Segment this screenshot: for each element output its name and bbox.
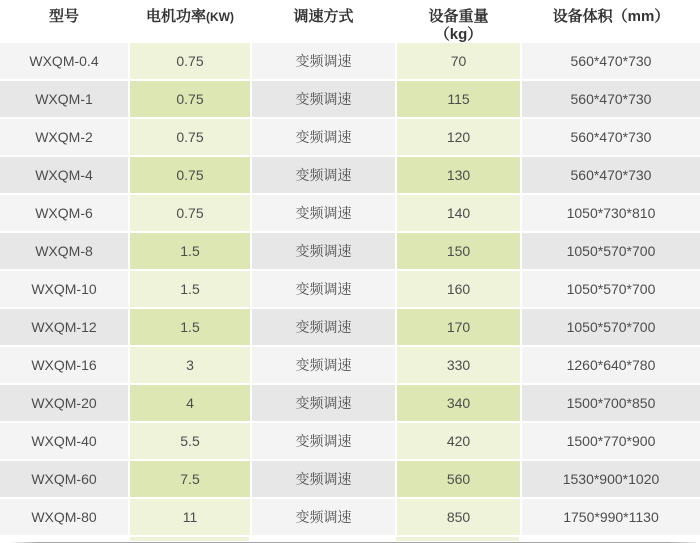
cell-speed: 变频调速 (252, 43, 395, 79)
cell-speed: 变频调速 (252, 233, 395, 269)
column-header-weight (397, 0, 520, 43)
cell-power: 11 (130, 499, 250, 535)
cell-weight: 115 (397, 81, 520, 117)
cell-model: WXQM-1 (0, 81, 128, 117)
cell-speed: 变频调速 (252, 195, 395, 231)
column-header-model (0, 0, 128, 43)
cell-weight: 330 (397, 347, 520, 383)
cell-speed: 变频调速 (252, 347, 395, 383)
cell-weight: 70 (397, 43, 520, 79)
column-header-label: 型号 (48, 8, 79, 25)
cell-model: WXQM-40 (0, 423, 128, 459)
cell-model: WXQM-20 (0, 385, 128, 421)
cell-model: WXQM-60 (0, 461, 128, 497)
table-row (0, 119, 700, 155)
cell-power: 4 (130, 385, 250, 421)
table-row (0, 309, 700, 345)
cell-power: 1.5 (130, 271, 250, 307)
table-row (0, 195, 700, 231)
cell-volume: 1260*640*780 (522, 347, 700, 383)
table-header (0, 0, 700, 43)
cell-volume: 1050*570*700 (522, 309, 700, 345)
cell-model: WXQM-80 (0, 499, 128, 535)
table-row (0, 233, 700, 269)
table-body (0, 43, 700, 535)
cell-weight: 560 (397, 461, 520, 497)
cell-weight: 170 (397, 309, 520, 345)
cell-model: WXQM-0.4 (0, 43, 128, 79)
cell-volume: 560*470*730 (522, 43, 700, 79)
cell-model: WXQM-2 (0, 119, 128, 155)
column-header-label: 电机功率(KW) (146, 8, 234, 25)
column-header-label: 调速方式 (293, 8, 354, 25)
cell-volume: 1500*700*850 (522, 385, 700, 421)
cell-power: 5.5 (130, 423, 250, 459)
cell-volume: 560*470*730 (522, 119, 700, 155)
cell-speed: 变频调速 (252, 119, 395, 155)
cell-model: WXQM-8 (0, 233, 128, 269)
footer-strip-volume (521, 537, 698, 541)
cell-model: WXQM-12 (0, 309, 128, 345)
table-footer-strip (0, 537, 700, 541)
cell-weight: 150 (397, 233, 520, 269)
cell-power: 0.75 (130, 157, 250, 193)
cell-weight: 420 (397, 423, 520, 459)
cell-power: 0.75 (130, 81, 250, 117)
cell-speed: 变频调速 (252, 309, 395, 345)
cell-power: 0.75 (130, 195, 250, 231)
cell-model: WXQM-6 (0, 195, 128, 231)
cell-speed: 变频调速 (252, 157, 395, 193)
cell-weight: 160 (397, 271, 520, 307)
cell-speed: 变频调速 (252, 81, 395, 117)
cell-power: 7.5 (130, 461, 250, 497)
table-row (0, 157, 700, 193)
cell-weight: 120 (397, 119, 520, 155)
column-header-volume (522, 0, 700, 43)
cell-model: WXQM-10 (0, 271, 128, 307)
cell-power: 0.75 (130, 43, 250, 79)
table-row (0, 347, 700, 383)
cell-speed: 变频调速 (252, 385, 395, 421)
table-row (0, 461, 700, 497)
cell-volume: 1050*570*700 (522, 271, 700, 307)
cell-volume: 1750*990*1130 (522, 499, 700, 535)
cell-weight: 130 (397, 157, 520, 193)
cell-volume: 1050*730*810 (522, 195, 700, 231)
table-row (0, 81, 700, 117)
table-row (0, 43, 700, 79)
column-header-label: 设备体积（mm） (552, 8, 670, 25)
footer-strip-power (130, 537, 250, 541)
cell-volume: 560*470*730 (522, 81, 700, 117)
cell-power: 3 (130, 347, 250, 383)
cell-weight: 340 (397, 385, 520, 421)
cell-volume: 1050*570*700 (522, 233, 700, 269)
footer-strip-weight (396, 537, 519, 541)
column-header-label: 设备重量 (428, 8, 489, 25)
cell-model: WXQM-16 (0, 347, 128, 383)
column-header-power (130, 0, 250, 43)
cell-speed: 变频调速 (252, 423, 395, 459)
cell-volume: 560*470*730 (522, 157, 700, 193)
cell-power: 1.5 (130, 309, 250, 345)
cell-speed: 变频调速 (252, 271, 395, 307)
table-row (0, 271, 700, 307)
cell-weight: 140 (397, 195, 520, 231)
cell-power: 1.5 (130, 233, 250, 269)
footer-strip-speed (251, 537, 394, 541)
table-row (0, 385, 700, 421)
cell-model: WXQM-4 (0, 157, 128, 193)
cell-speed: 变频调速 (252, 461, 395, 497)
cell-weight: 850 (397, 499, 520, 535)
footer-strip-model (0, 537, 128, 541)
table-row (0, 423, 700, 459)
table-row (0, 499, 700, 535)
cell-volume: 1530*900*1020 (522, 461, 700, 497)
cell-power: 0.75 (130, 119, 250, 155)
cell-volume: 1500*770*900 (522, 423, 700, 459)
column-header-speed (252, 0, 395, 43)
column-header-label: （kg） (434, 26, 483, 43)
cell-speed: 变频调速 (252, 499, 395, 535)
